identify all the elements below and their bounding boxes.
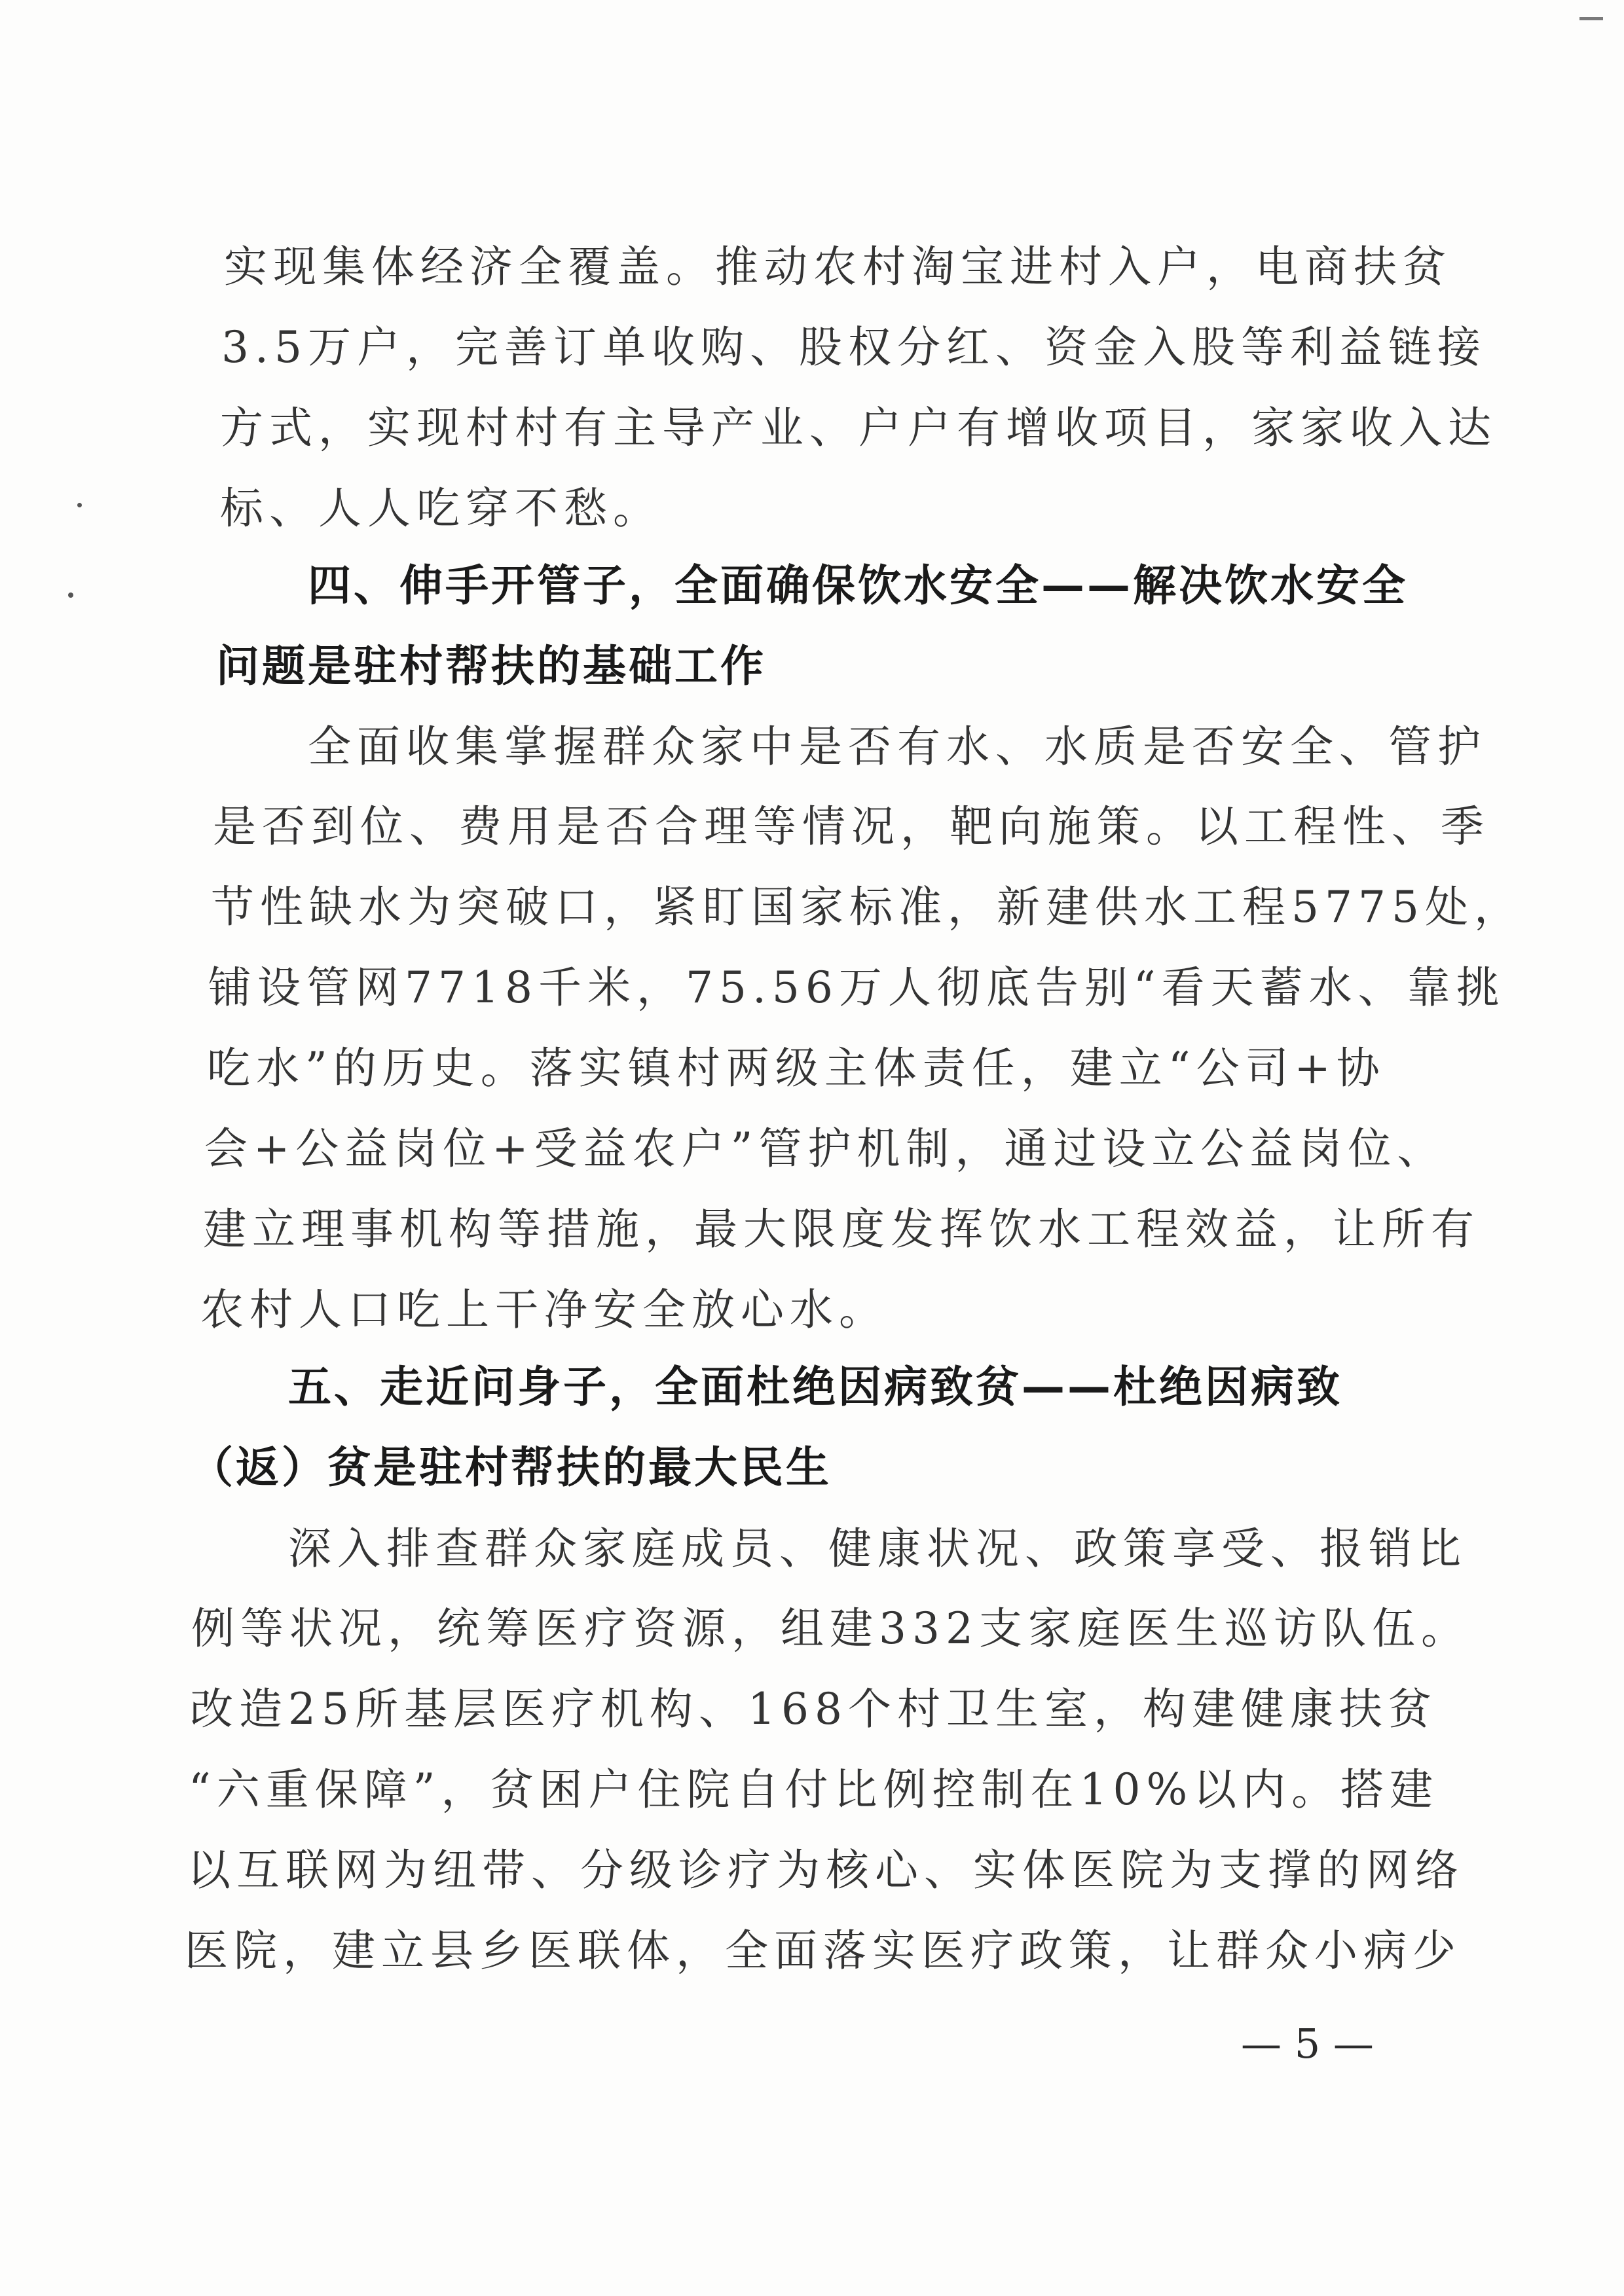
scan-speck <box>68 592 73 598</box>
text-line: 是否到位、费用是否合理等情况，靶向施策。以工程性、季 <box>213 801 1490 852</box>
section-heading: 四、伸手开管子，全面确保饮水安全——解决饮水安全 <box>308 560 1408 611</box>
scan-edge-mark <box>1579 17 1603 20</box>
section-heading: （返）贫是驻村帮扶的最大民生 <box>190 1442 832 1493</box>
page-number: — 5 — <box>1241 2020 1374 2068</box>
text-line: 农村人口吃上干净安全放心水。 <box>200 1285 888 1335</box>
text-line: 标、人人吃穿不愁。 <box>220 483 662 534</box>
text-line: 深入排查群众家庭成员、健康状况、政策享受、报销比 <box>288 1523 1467 1574</box>
text-line: 节性缺水为突破口，紧盯国家标准，新建供水工程5775处， <box>211 882 1523 932</box>
text-line: 建立理事机构等措施，最大限度发挥饮水工程效益，让所有 <box>203 1204 1480 1254</box>
text-line: 医院，建立县乡医联体，全面落实医疗政策，让群众小病少 <box>185 1925 1462 1976</box>
section-heading: 五、走近问身子，全面杜绝因病致贫——杜绝因病致 <box>288 1362 1342 1412</box>
scan-speck <box>77 503 82 507</box>
section-heading: 问题是驻村帮扶的基础工作 <box>216 641 766 691</box>
text-line: 实现集体经济全覆盖。推动农村淘宝进村入户，电商扶贫 <box>224 242 1452 292</box>
text-line: “六重保障”，贫困户住院自付比例控制在10%以内。搭建 <box>189 1764 1439 1815</box>
text-line: 会+公益岗位+受益农户”管护机制，通过设立公益岗位、 <box>204 1123 1447 1174</box>
text-line: 方式，实现村村有主导产业、户户有增收项目，家家收入达 <box>220 403 1497 453</box>
text-line: 铺设管网7718千米，75.56万人彻底告别“看天蓄水、靠挑 <box>208 962 1505 1013</box>
text-line: 全面收集掌握群众家中是否有水、水质是否安全、管护 <box>308 721 1486 772</box>
text-line: 例等状况，统筹医疗资源，组建332支家庭医生巡访队伍。 <box>191 1603 1470 1654</box>
text-line: 吃水”的历史。落实镇村两级主体责任，建立“公司+协 <box>207 1043 1386 1093</box>
text-line: 以互联网为纽带、分级诊疗为核心、实体医院为支撑的网络 <box>187 1845 1464 1895</box>
text-line: 改造25所基层医疗机构、168个村卫生室，构建健康扶贫 <box>190 1684 1437 1734</box>
text-line: 3.5万户，完善订单收购、股权分红、资金入股等利益链接 <box>221 322 1486 373</box>
